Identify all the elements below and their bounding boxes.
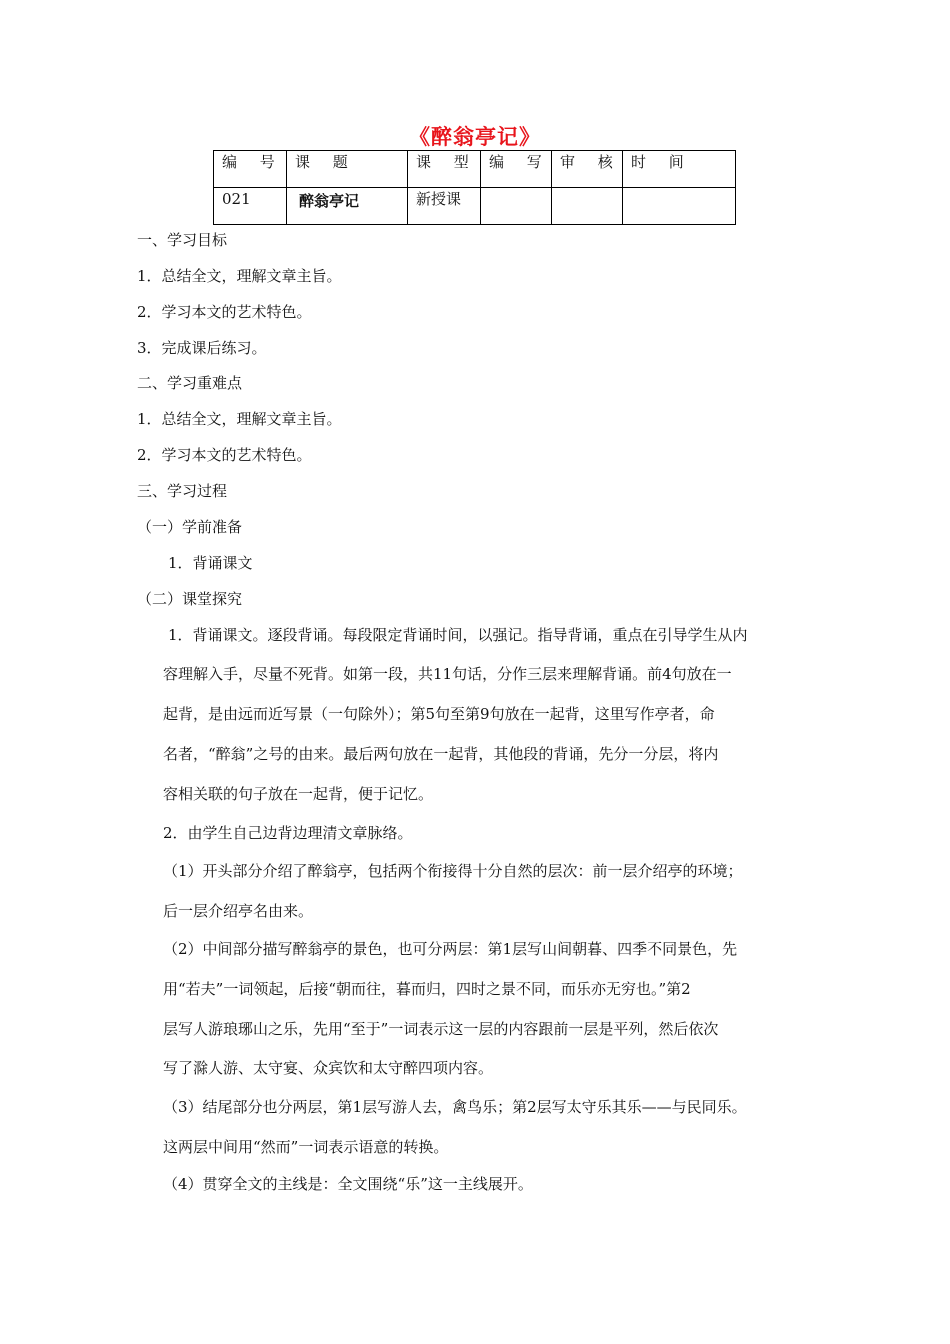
section-heading: 二、学习重难点 — [137, 374, 243, 392]
header-writer: 编 写 — [481, 151, 552, 188]
topic-text: 醉翁亭记 — [299, 192, 360, 210]
cell-reviewer — [552, 188, 623, 225]
paragraph-line: 这两层中间用“然而”一词表示语意的转换。 — [163, 1138, 449, 1156]
paragraph-line: 3．完成课后练习。 — [137, 339, 267, 357]
paragraph-line: 1．背诵课文 — [168, 554, 253, 572]
paragraph-line: 1．背诵课文。逐段背诵。每段限定背诵时间，以强记。指导背诵，重点在引导学生从内 — [168, 626, 748, 644]
paragraph-line: 名者，“醉翁”之号的由来。最后两句放在一起背，其他段的背诵，先分一分层，将内 — [163, 745, 719, 763]
paragraph-line: 容理解入手，尽量不死背。如第一段，共11句话，分作三层来理解背诵。前4句放在一 — [163, 665, 732, 683]
paragraph-line: （2）中间部分描写醉翁亭的景色，也可分两层：第1层写山间朝暮、四季不同景色，先 — [163, 940, 738, 958]
cell-time — [623, 188, 736, 225]
table-row — [214, 188, 736, 225]
paragraph-line: 1．总结全文，理解文章主旨。 — [137, 410, 342, 428]
paragraph-line: 2．学习本文的艺术特色。 — [137, 446, 312, 464]
header-reviewer: 审 核 — [552, 151, 623, 188]
subsection-heading: （一）学前准备 — [137, 518, 243, 536]
paragraph-line: （1）开头部分介绍了醉翁亭，包括两个衔接得十分自然的层次：前一层介绍亭的环境； — [163, 862, 743, 880]
paragraph-line: 写了滁人游、太守宴、众宾饮和太守醉四项内容。 — [163, 1059, 494, 1077]
paragraph-line: 容相关联的句子放在一起背，便于记忆。 — [163, 785, 434, 803]
paragraph-line: 用“若夫”一词领起，后接“朝而往，暮而归，四时之景不同，而乐亦无穷也。”第2 — [163, 980, 691, 998]
paragraph-line: 1．总结全文，理解文章主旨。 — [137, 267, 342, 285]
paragraph-line: 起背，是由远而近写景（一句除外）；第5句至第9句放在一起背，这里写作亭者，命 — [163, 705, 715, 723]
header-type: 课 型 — [408, 151, 481, 188]
paragraph-line: 后一层介绍亭名由来。 — [163, 902, 314, 920]
section-heading: 一、学习目标 — [137, 231, 228, 249]
header-number: 编 号 — [214, 151, 287, 188]
paragraph-line: （4）贯穿全文的主线是：全文围绕“乐”这一主线展开。 — [163, 1175, 533, 1193]
paragraph-line: 2．由学生自己边背边理清文章脉络。 — [163, 824, 413, 842]
paragraph-line: （3）结尾部分也分两层，第1层写游人去，禽鸟乐；第2层写太守乐其乐——与民同乐。 — [163, 1098, 747, 1116]
cell-type: 新授课 — [408, 188, 481, 225]
cell-writer — [481, 188, 552, 225]
header-time: 时 间 — [623, 151, 736, 188]
course-info-table — [213, 150, 736, 225]
cell-topic — [287, 188, 408, 225]
subsection-heading: （二）课堂探究 — [137, 590, 243, 608]
cell-number: 021 — [214, 188, 287, 225]
paragraph-line: 层写人游琅琊山之乐，先用“至于”一词表示这一层的内容跟前一层是平列，然后依次 — [163, 1020, 719, 1038]
paragraph-line: 2．学习本文的艺术特色。 — [137, 303, 312, 321]
section-heading: 三、学习过程 — [137, 482, 228, 500]
table-header-row — [214, 151, 736, 188]
document-title: 《醉翁亭记》 — [409, 125, 541, 149]
header-topic: 课 题 — [287, 151, 408, 188]
